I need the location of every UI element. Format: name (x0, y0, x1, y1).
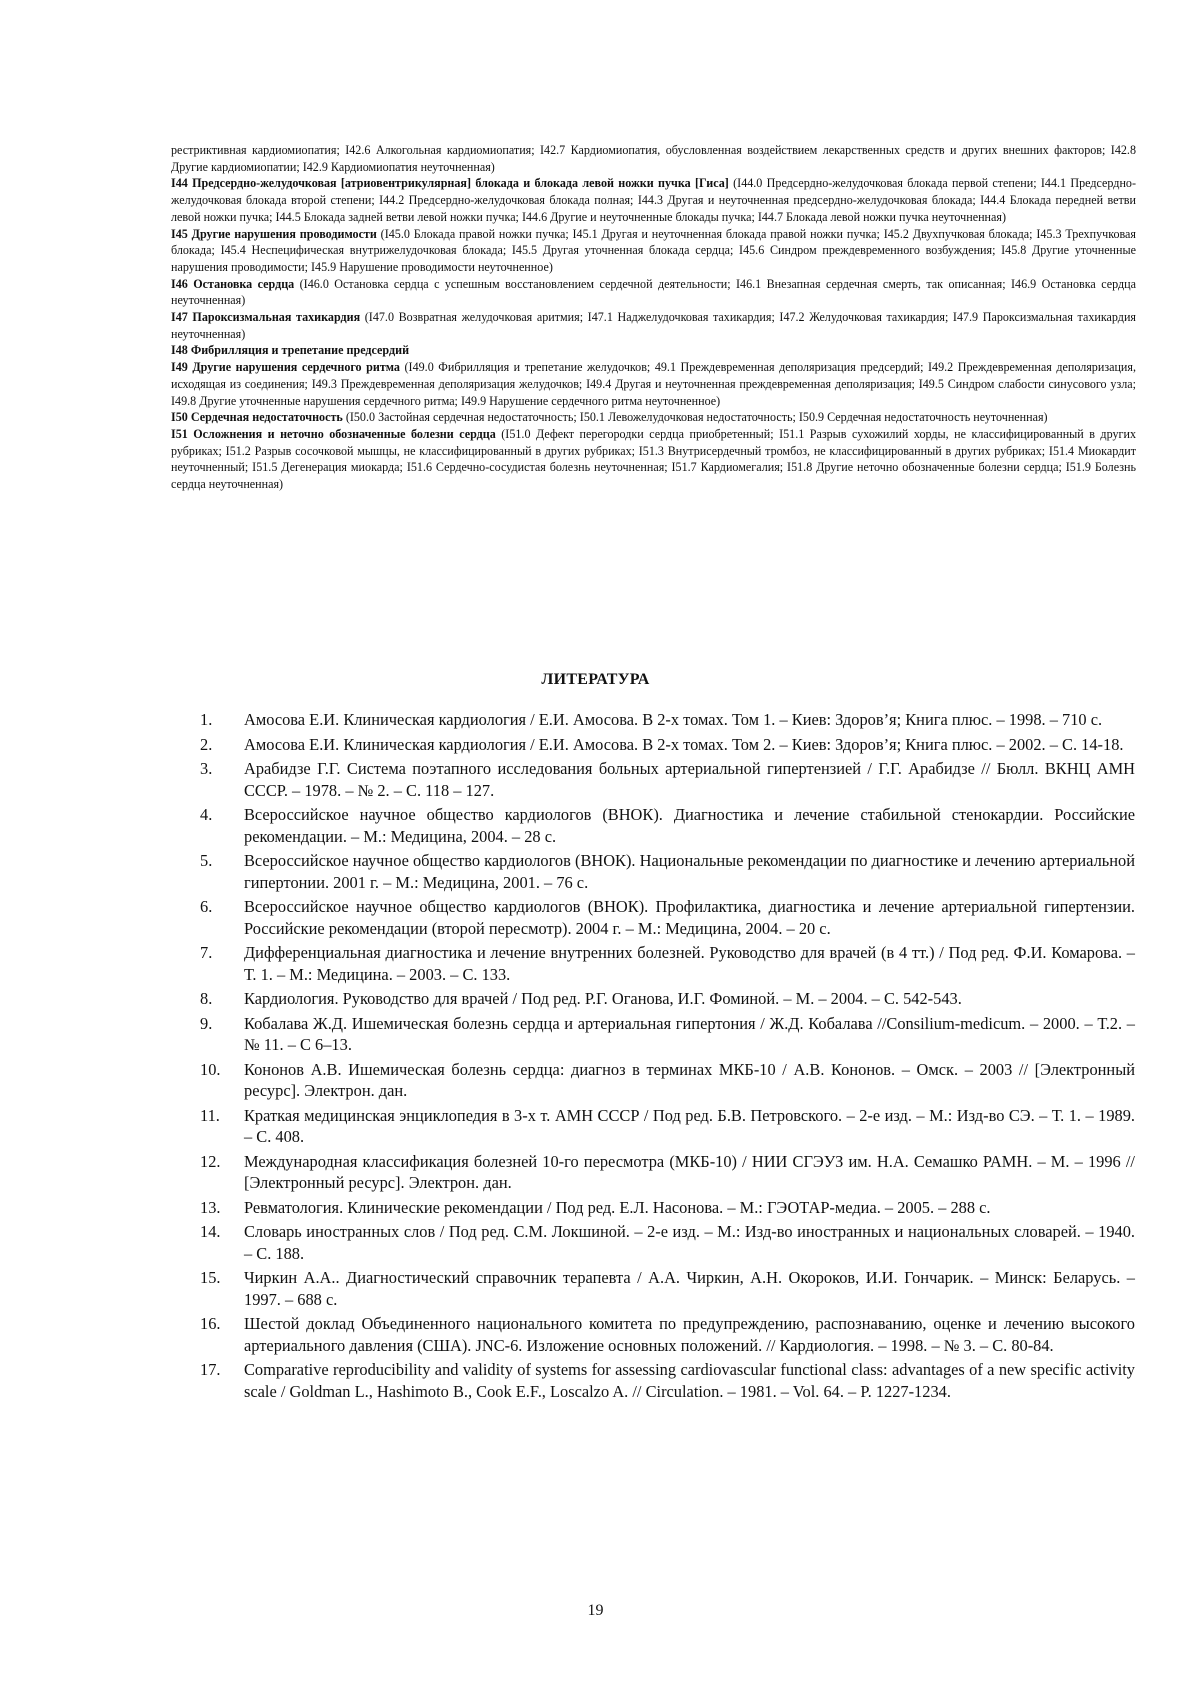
reference-number: 15. (200, 1268, 221, 1287)
reference-item (200, 850, 1135, 893)
reference-text: Чиркин А.А.. Диагностический справочник терапевта / А.А. Чиркин, А.Н. Окороков, И.И. Гончарик. – Минск: Беларусь. – 1997. – 688 с. (244, 1268, 1135, 1309)
code-details: (I50.0 Застойная сердечная недостаточность; I50.1 Левожелудочковая недостаточность; I50.9 Сердечная недостаточность неуточненная) (342, 410, 1048, 425)
reference-number: 2. (200, 734, 213, 754)
reference-item (200, 1151, 1135, 1194)
reference-text: Всероссийское научное общество кардиологов (ВНОК). Национальные рекомендации по диагностике и лечению артериальной гипертонии. 2001 г. – М.: Медицина, 2001. – 76 с. (244, 851, 1135, 892)
reference-number: 11. (200, 1105, 220, 1125)
reference-item (200, 942, 1135, 985)
reference-number: 1. (200, 710, 213, 729)
reference-text: Comparative reproducibility and validity of systems for assessing cardiovascular functional class: advantages of a new specific activity scale / Goldman L., Hashimoto B., Cook E.F., Loscalzo A. // Circulation. – 1981. – Vol. 64. – P. 1227-1234. (244, 1360, 1135, 1401)
reference-number: 14. (200, 1222, 221, 1241)
reference-text: Словарь иностранных слов / Под ред. С.М. Локшиной. – 2-е изд. – М.: Изд-во иностранных и национальных словарей. – 1940. – С. 188. (244, 1222, 1135, 1263)
reference-list (200, 709, 1135, 1405)
code-details: (I45.0 Блокада правой ножки пучка; I45.1 Другая и неуточненная блокада правой ножки пучка; I45.2 Двухпучковая блокада; I45.3 Трехпучковая блокада; I45.4 Неспецифическая внутрижелудочковая блокада; I45.5 Другая уточненная блокада сердца; I45.6 Синдром преждевременного возбуждения; I45.8 Другие уточненные нарушения проводимости; I45.9 Нарушение проводимости неуточненное) (171, 226, 1136, 274)
reference-text: Арабидзе Г.Г. Система поэтапного исследования больных артериальной гипертензией / Г.Г. Арабидзе // Бюлл. ВКНЦ АМН СССР. – 1978. – № 2. – С. 118 – 127. (244, 759, 1135, 800)
code-entry (171, 175, 1136, 225)
reference-item (200, 1313, 1135, 1356)
reference-number: 8. (200, 989, 213, 1008)
code-title: I51 Осложнения и неточно обозначенные болезни сердца (171, 426, 496, 441)
reference-item (200, 1013, 1135, 1056)
reference-number: 12. (200, 1151, 221, 1171)
reference-text: Шестой доклад Объединенного национального комитета по предупреждению, распознаванию, оценке и лечению высокого артериального давления (США). JNC-6. Изложение основных положений. // Кардиология. – 1998. – № 3. – С. 80-84. (244, 1314, 1135, 1355)
reference-text: Всероссийское научное общество кардиологов (ВНОК). Профилактика, диагностика и лечение артериальной гипертензии. Российские рекомендации (второй пересмотр). 2004 г. – М.: Медицина, 2004. – 20 с. (244, 897, 1135, 938)
reference-text: Дифференциальная диагностика и лечение внутренних болезней. Руководство для врачей (в 4 тт.) / Под ред. Ф.И. Комарова. – Т. 1. – М.: Медицина. – 2003. – С. 133. (244, 943, 1135, 984)
reference-number: 9. (200, 1013, 213, 1033)
reference-item (200, 1105, 1135, 1148)
reference-number: 4. (200, 805, 213, 824)
code-details: (I51.0 Дефект перегородки сердца приобретенный; I51.1 Разрыв сухожилий хорды, не классифицированный в других рубриках; I51.2 Разрыв сосочковой мышцы, не классифицированный в других рубриках; I51.3 Внутрисердечный тромбоз, не классифицированный в других рубриках; I51.4 Миокардит неуточненный; I51.5 Дегенерация миокарда; I51.6 Сердечно-сосудистая болезнь неуточненная; I51.7 Кардиомегалия; I51.8 Другие неточно обозначенные болезни сердца; I51.9 Болезнь сердца неуточненная) (171, 426, 1136, 492)
reference-item (200, 709, 1135, 731)
literature-heading: ЛИТЕРАТУРА (541, 671, 650, 688)
reference-number: 7. (200, 943, 213, 962)
reference-text: Ревматология. Клинические рекомендации / Под ред. Е.Л. Насонова. – М.: ГЭОТАР-медиа. – 2005. – 288 с. (244, 1197, 991, 1217)
code-entry (171, 142, 1136, 175)
code-entry (171, 342, 1136, 359)
reference-item (200, 734, 1135, 756)
code-entry (171, 276, 1136, 309)
reference-item (200, 758, 1135, 801)
reference-item (200, 1197, 1135, 1219)
reference-number: 6. (200, 897, 213, 916)
code-title: I47 Пароксизмальная тахикардия (171, 310, 361, 325)
code-entry (171, 426, 1136, 493)
code-details: (I44.0 Предсердно-желудочковая блокада первой степени; I44.1 Предсердно-желудочковая блокада второй степени; I44.2 Предсердно-желудочковая блокада полная; I44.3 Другая и неуточненная предсердно-желудочковая блокада; I44.4 Блокада передней ветви левой ножки пучка; I44.5 Блокада задней ветви левой ножки пучка; I44.6 Другие и неуточненные блокады пучка; I44.7 Блокада левой ножки пучка неуточненная) (171, 176, 1136, 224)
reference-number: 13. (200, 1197, 221, 1217)
reference-text: Кононов А.В. Ишемическая болезнь сердца: диагноз в терминах МКБ-10 / А.В. Кононов. – Омск. – 2003 // [Электронный ресурс]. Электрон. дан. (244, 1059, 1135, 1100)
code-entry (171, 226, 1136, 276)
reference-item (200, 1267, 1135, 1310)
reference-item (200, 988, 1135, 1010)
code-title: I48 Фибрилляция и трепетание предсердий (171, 343, 410, 358)
code-details: рестриктивная кардиомиопатия; I42.6 Алкогольная кардиомиопатия; I42.7 Кардиомиопатия, обусловленная воздействием лекарственных средств и других внешних факторов; I42.8 Другие кардиомиопатии; I42.9 Кардиомиопатия неуточненная) (171, 143, 1136, 174)
reference-text: Амосова Е.И. Клиническая кардиология / Е.И. Амосова. В 2-х томах. Том 2. – Киев: Здоров’я; Книга плюс. – 2002. – С. 14-18. (244, 734, 1124, 754)
reference-item (200, 804, 1135, 847)
code-entry (171, 309, 1136, 342)
code-entry (171, 359, 1136, 409)
code-details: (I49.0 Фибрилляция и трепетание желудочков; 49.1 Преждевременная деполяризация предсердий; I49.2 Преждевременная деполяризация, исходящая из соединения; I49.3 Преждевременная деполяризация желудочков; I49.4 Другая и неуточненная преждевременная деполяризация; I49.5 Синдром слабости синусового узла; I49.8 Другие уточненные нарушения сердечного ритма; I49.9 Нарушение сердечного ритма неуточненное) (171, 360, 1136, 408)
reference-text: Кобалава Ж.Д. Ишемическая болезнь сердца и артериальная гипертония / Ж.Д. Кобалава //Consilium-medicum. – 2000. – Т.2. – № 11. – С 6–13. (244, 1013, 1135, 1054)
code-entry (171, 409, 1136, 426)
reference-item (200, 1359, 1135, 1402)
code-title: I49 Другие нарушения сердечного ритма (171, 360, 400, 375)
reference-item (200, 1221, 1135, 1264)
reference-item (200, 1059, 1135, 1102)
reference-number: 16. (200, 1314, 221, 1333)
code-title: I50 Сердечная недостаточность (171, 410, 343, 425)
reference-number: 17. (200, 1360, 221, 1379)
page-number: 19 (587, 1602, 604, 1619)
code-title: I45 Другие нарушения проводимости (171, 226, 377, 241)
code-title: I44 Предсердно-желудочковая [атриовентрикулярная] блокада и блокада левой ножки пучка [Гиса] (171, 176, 729, 191)
reference-text: Всероссийское научное общество кардиологов (ВНОК). Диагностика и лечение стабильной стенокардии. Российские рекомендации. – М.: Медицина, 2004. – 28 с. (244, 805, 1135, 846)
reference-number: 3. (200, 759, 213, 778)
code-title: I46 Остановка сердца (171, 276, 295, 291)
code-details: (I47.0 Возвратная желудочковая аритмия; I47.1 Наджелудочковая тахикардия; I47.2 Желудочковая тахикардия; I47.9 Пароксизмальная тахикардия неуточненная) (171, 310, 1136, 341)
reference-text: Амосова Е.И. Клиническая кардиология / Е.И. Амосова. В 2-х томах. Том 1. – Киев: Здоров’я; Книга плюс. – 1998. – 710 с. (244, 710, 1103, 729)
code-details: (I46.0 Остановка сердца с успешным восстановлением сердечной деятельности; I46.1 Внезапная сердечная смерть, так описанная; I46.9 Остановка сердца неуточненная) (171, 276, 1136, 308)
icd-codes-section (171, 142, 1136, 493)
reference-text: Краткая медицинская энциклопедия в 3-х т. АМН СССР / Под ред. Б.В. Петровского. – 2-е изд. – М.: Изд-во СЭ. – Т. 1. – 1989. – С. 408. (244, 1105, 1135, 1146)
reference-number: 5. (200, 851, 213, 870)
reference-number: 10. (200, 1059, 221, 1079)
reference-text: Международная классификация болезней 10-го пересмотра (МКБ-10) / НИИ СГЭУЗ им. Н.А. Семашко РАМН. – М. – 1996 // [Электронный ресурс]. Электрон. дан. (244, 1151, 1135, 1192)
reference-item (200, 896, 1135, 939)
reference-text: Кардиология. Руководство для врачей / Под ред. Р.Г. Оганова, И.Г. Фоминой. – М. – 2004. – С. 542-543. (244, 989, 962, 1008)
